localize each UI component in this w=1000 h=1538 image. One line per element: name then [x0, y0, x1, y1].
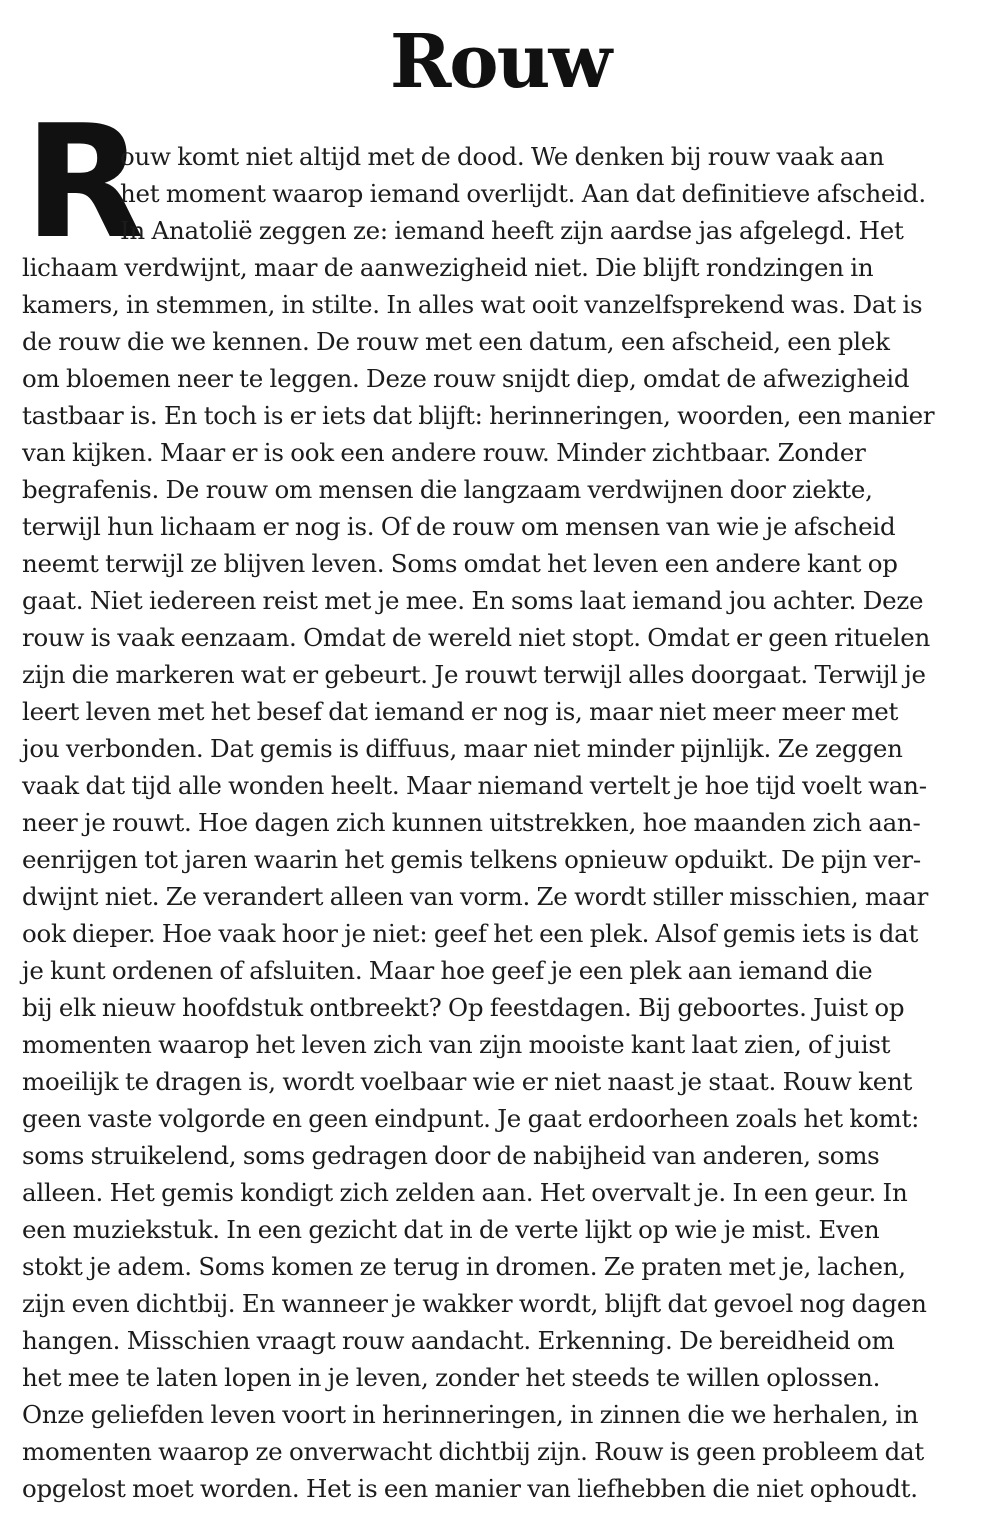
drop-cap-letter: R: [24, 91, 145, 273]
body-line: lichaam verdwijnt, maar de aanwezigheid niet. Die blijft rondzingen in: [22, 253, 874, 282]
body-line: zijn die markeren wat er gebeurt. Je rouwt terwijl alles doorgaat. Terwijl je: [22, 660, 926, 689]
body-line: het mee te laten lopen in je leven, zonder het steeds te willen oplossen.: [22, 1363, 881, 1392]
body-line: neer je rouwt. Hoe dagen zich kunnen uitstrekken, hoe maanden zich aan-: [22, 808, 921, 837]
body-line: terwijl hun lichaam er nog is. Of de rouw om mensen van wie je afscheid: [22, 512, 896, 541]
body-line: tastbaar is. En toch is er iets dat blijft: herinneringen, woorden, een manier: [22, 401, 935, 430]
article-title: Rouw: [389, 19, 611, 105]
body-line: momenten waarop het leven zich van zijn mooiste kant laat zien, of juist: [22, 1030, 891, 1059]
body-line: moeilijk te dragen is, wordt voelbaar wie er niet naast je staat. Rouw kent: [22, 1067, 913, 1096]
body-line: dwijnt niet. Ze verandert alleen van vorm. Ze wordt stiller misschien, maar: [22, 882, 929, 911]
body-line: opgelost moet worden. Het is een manier van liefhebben die niet ophoudt.: [22, 1474, 918, 1503]
body-line: om bloemen neer te leggen. Deze rouw snijdt diep, omdat de afwezigheid: [22, 364, 910, 393]
body-line: ook dieper. Hoe vaak hoor je niet: geef het een plek. Alsof gemis iets is dat: [22, 919, 919, 948]
body-line: begrafenis. De rouw om mensen die langzaam verdwijnen door ziekte,: [22, 475, 873, 504]
body-line: Onze geliefden leven voort in herinneringen, in zinnen die we herhalen, in: [22, 1400, 919, 1429]
body-line: vaak dat tijd alle wonden heelt. Maar niemand vertelt je hoe tijd voelt wan-: [22, 771, 927, 800]
body-line: jou verbonden. Dat gemis is diffuus, maar niet minder pijnlijk. Ze zeggen: [22, 734, 903, 763]
body-line: rouw is vaak eenzaam. Omdat de wereld niet stopt. Omdat er geen rituelen: [22, 623, 931, 652]
body-line: leert leven met het besef dat iemand er nog is, maar niet meer meer met: [22, 697, 899, 726]
body-line: neemt terwijl ze blijven leven. Soms omdat het leven een andere kant op: [22, 549, 898, 578]
body-line: geen vaste volgorde en geen eindpunt. Je gaat erdoorheen zoals het komt:: [22, 1104, 920, 1133]
body-line: stokt je adem. Soms komen ze terug in dromen. Ze praten met je, lachen,: [22, 1252, 906, 1281]
body-line: ouw komt niet altijd met de dood. We denken bij rouw vaak aan: [120, 142, 885, 171]
body-line: momenten waarop ze onverwacht dichtbij zijn. Rouw is geen probleem dat: [22, 1437, 924, 1466]
body-line: kamers, in stemmen, in stilte. In alles wat ooit vanzelfsprekend was. Dat is: [22, 290, 923, 319]
body-line: zijn even dichtbij. En wanneer je wakker wordt, blijft dat gevoel nog dagen: [22, 1289, 927, 1318]
body-line: In Anatolië zeggen ze: iemand heeft zijn aardse jas afgelegd. Het: [120, 216, 904, 245]
body-line: het moment waarop iemand overlijdt. Aan dat definitieve afscheid.: [120, 179, 926, 208]
body-line: een muziekstuk. In een gezicht dat in de verte lijkt op wie je mist. Even: [22, 1215, 880, 1244]
body-line: van kijken. Maar er is ook een andere rouw. Minder zichtbaar. Zonder: [22, 438, 866, 467]
body-line: hangen. Misschien vraagt rouw aandacht. Erkenning. De bereidheid om: [22, 1326, 895, 1355]
body-line: gaat. Niet iedereen reist met je mee. En soms laat iemand jou achter. Deze: [22, 586, 924, 615]
body-line: je kunt ordenen of afsluiten. Maar hoe geef je een plek aan iemand die: [22, 956, 873, 985]
body-line: bij elk nieuw hoofdstuk ontbreekt? Op feestdagen. Bij geboortes. Juist op: [22, 993, 905, 1022]
body-line: alleen. Het gemis kondigt zich zelden aan. Het overvalt je. In een geur. In: [22, 1178, 908, 1207]
body-line: soms struikelend, soms gedragen door de nabijheid van anderen, soms: [22, 1141, 880, 1170]
body-line: eenrijgen tot jaren waarin het gemis telkens opnieuw opduikt. De pijn ver-: [22, 845, 921, 874]
body-line: de rouw die we kennen. De rouw met een datum, een afscheid, een plek: [22, 327, 890, 356]
